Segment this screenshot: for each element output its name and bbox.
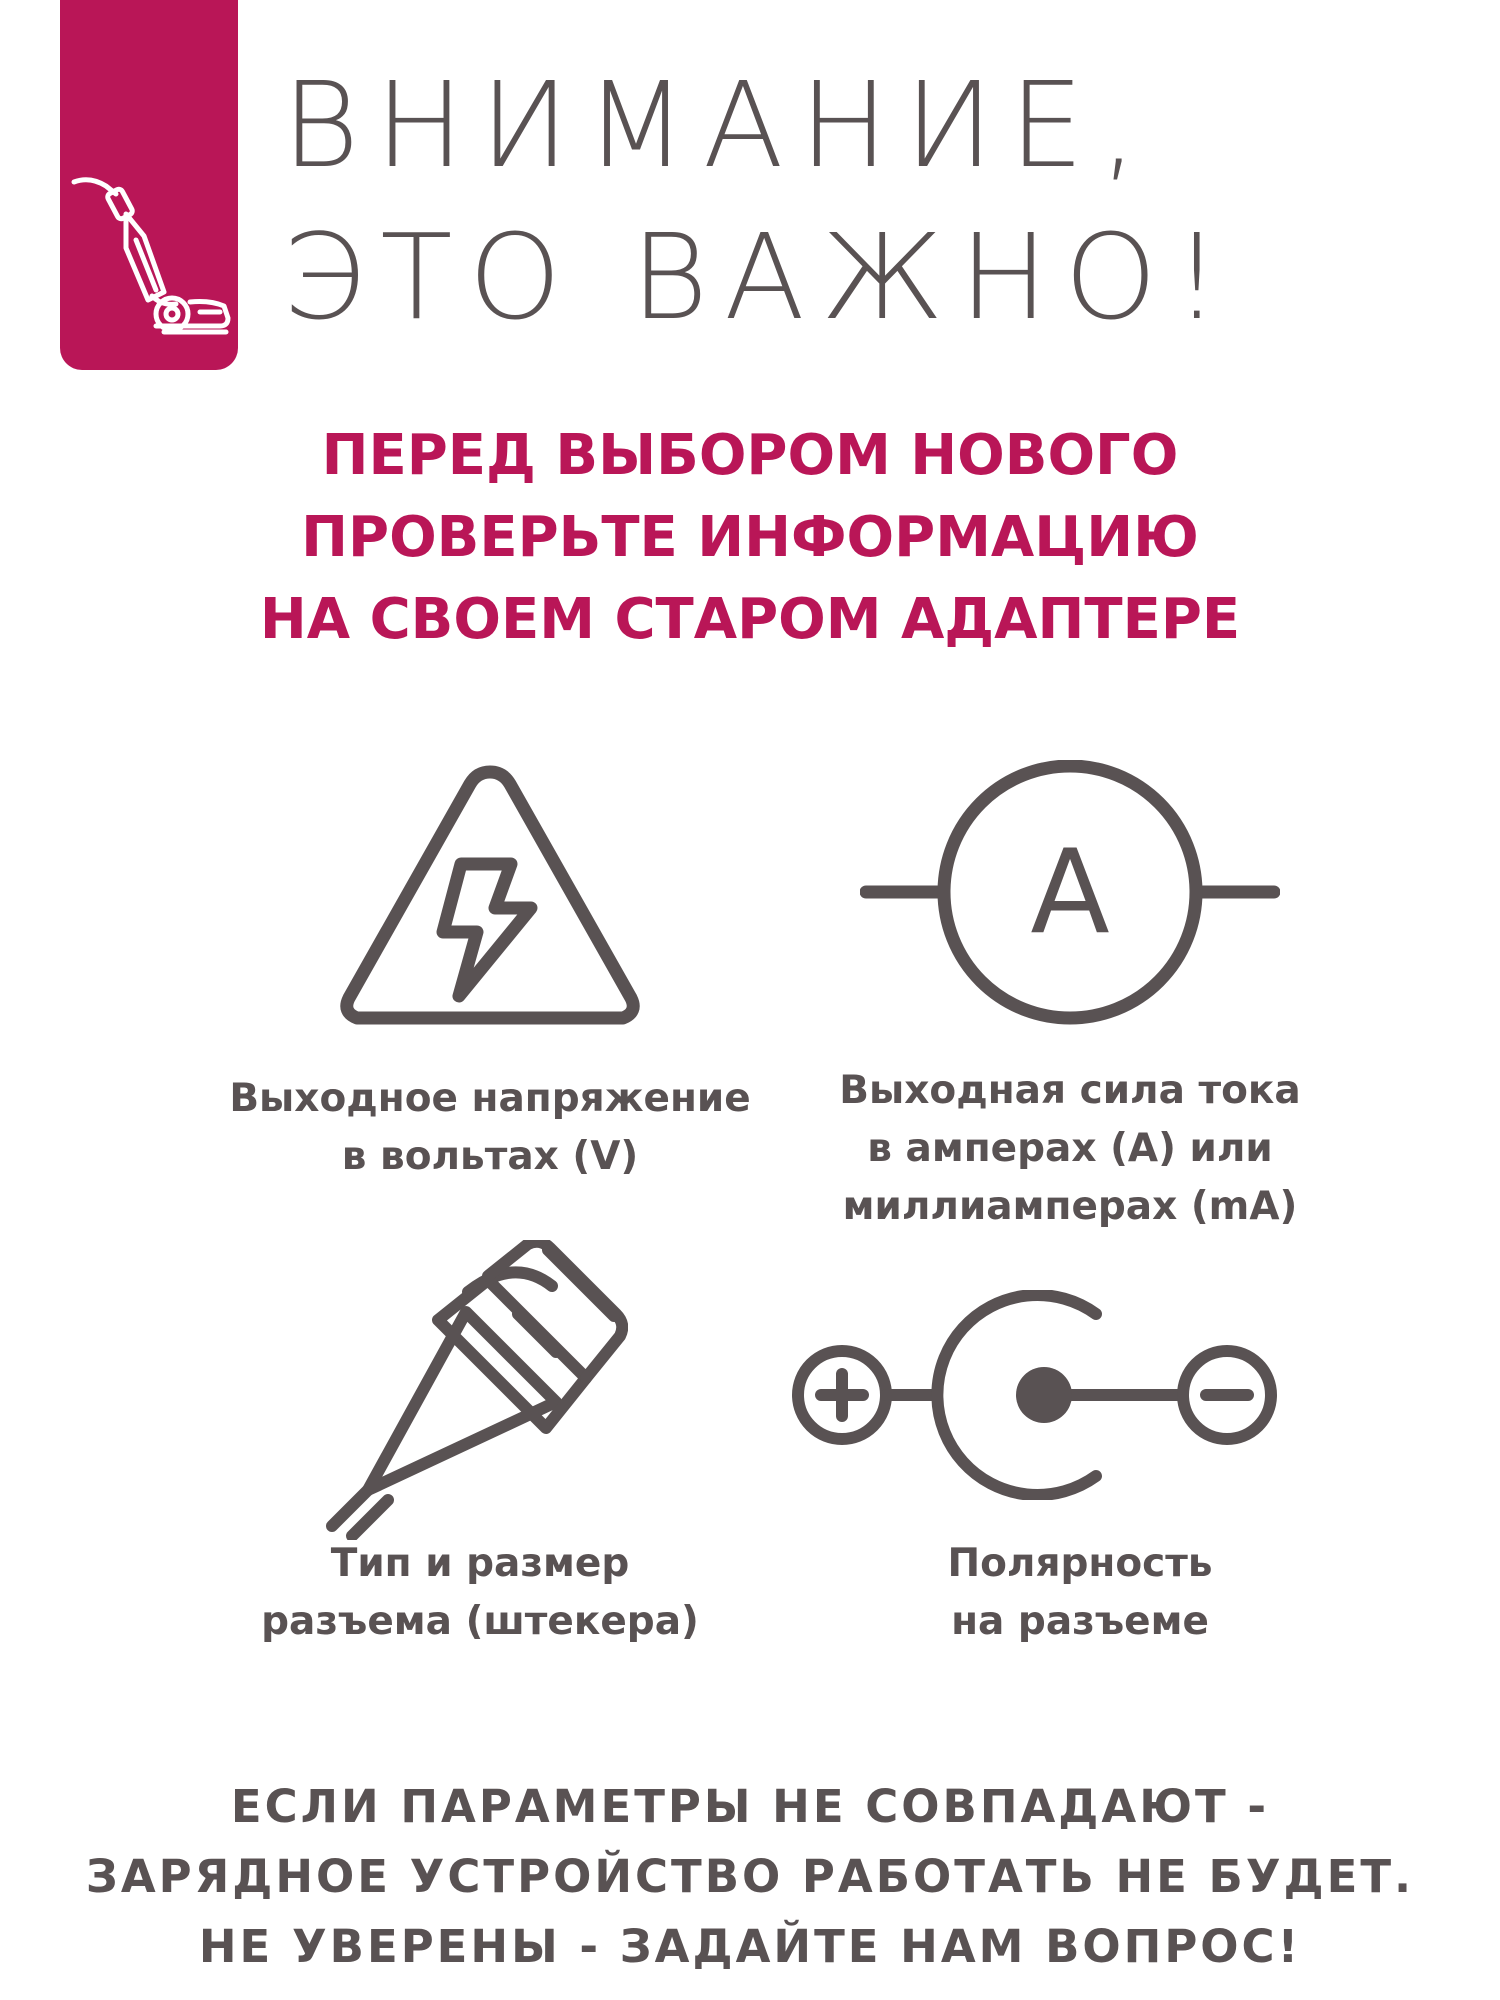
plug-icon	[318, 1240, 628, 1540]
caption-line: Выходная сила тока	[839, 1068, 1301, 1113]
subtitle-line: НА СВОЕМ СТАРОМ АДАПТЕРЕ	[259, 587, 1241, 652]
caption-line: Выходное напряжение	[229, 1076, 751, 1121]
caption-line: на разъеме	[951, 1599, 1209, 1644]
high-voltage-icon	[335, 760, 645, 1035]
polarity-icon	[790, 1290, 1280, 1500]
footer-line: ЕСЛИ ПАРАМЕТРЫ НЕ СОВПАДАЮТ -	[230, 1780, 1270, 1833]
caption-line: в вольтах (V)	[341, 1134, 639, 1179]
subtitle-line: ПЕРЕД ВЫБОРОМ НОВОГО	[321, 423, 1179, 488]
caption-plug	[180, 1535, 780, 1651]
ammeter-icon	[860, 760, 1280, 1025]
footer-line: НЕ УВЕРЕНЫ - ЗАДАЙТЕ НАМ ВОПРОС!	[198, 1920, 1302, 1973]
footer-line: ЗАРЯДНОЕ УСТРОЙСТВО РАБОТАТЬ НЕ БУДЕТ.	[85, 1850, 1415, 1903]
caption-line: разъема (штекера)	[261, 1599, 699, 1644]
caption-polarity	[780, 1535, 1380, 1651]
caption-line: миллиамперах (mA)	[842, 1184, 1298, 1229]
caption-voltage	[160, 1070, 820, 1186]
brand-badge	[60, 0, 238, 370]
caption-line: в амперах (A) или	[867, 1126, 1273, 1171]
subtitle	[0, 415, 1500, 661]
subtitle-line: ПРОВЕРЬТЕ ИНФОРМАЦИЮ	[301, 505, 1199, 570]
vacuum-cleaner-icon	[60, 0, 238, 370]
footer-warning	[0, 1772, 1500, 1982]
caption-current	[750, 1062, 1390, 1236]
caption-line: Тип и размер	[330, 1541, 630, 1586]
page-title-line-2: ЭТО ВАЖНО!	[282, 208, 1237, 346]
caption-line: Полярность	[947, 1541, 1213, 1586]
center-pin-dot	[1016, 1367, 1072, 1423]
ammeter-letter: A	[1030, 825, 1110, 960]
page-title-line-1: ВНИМАНИЕ,	[282, 56, 1154, 194]
